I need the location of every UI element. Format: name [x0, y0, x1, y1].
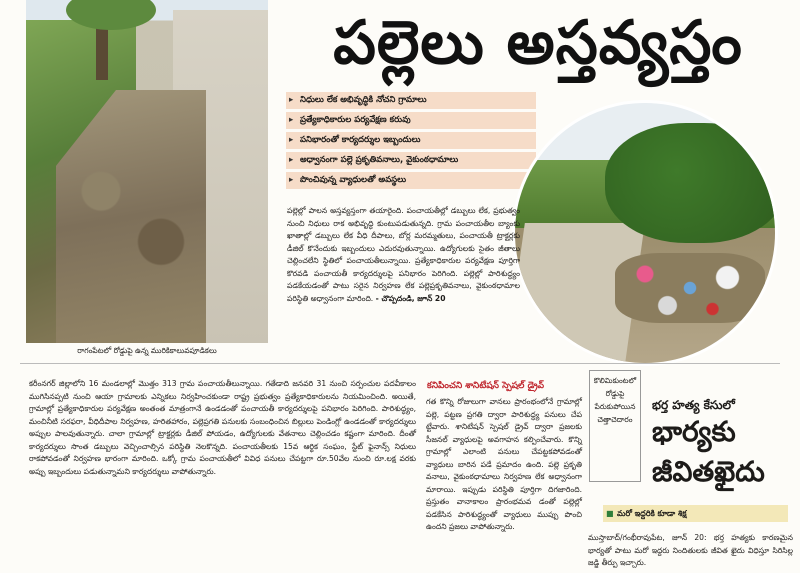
photo-caption-box: కొలిమికుంటలో రోడ్డుపై పేరుకుపోయిన చెత్తాచెదారం	[589, 370, 641, 482]
story-strap: ■ మరో ఇద్దరికి కూడా శిక్ష	[603, 505, 788, 522]
article-bottom: కరీంనగర్ జిల్లాలోని 16 మండలాల్లో మొత్తం 313 గ్రామ పంచాయతీలున్నాయి. గతేడాది జనవరి 31 నుంచి సర్పంచుల పదవీకాలం ముగిసినప్పటి నుంచి ఆయా గ్రామాలకు ఎన్నికలు నిర్వహించకుండా రాష్ట్ర ప్రభుత్వం ప్రత్యేకాధికారులను నియమించింది. అయితే, గ్రామాల్లో ప్రత్యేకాధికారుల పర్యవేక్షణ అంతంత మాత్రంగానే ఉండడంతో పంచాయతీ కార్యదర్శులపై పనిభారం పెరిగింది. పారిశుద్ధ్యం, మంచినీటి సరఫరా, వీధిదీపాల నిర్వహణ, హరితహారం, పల్లెప్రగతి పనులకు సంబంధించిన బిల్లులు పెండింగ్లో ఉండడంతో కార్యదర్శులు అప్పుల పాలవుతున్నారు. చాలా గ్రామాల్లో ట్రాక్టర్లకు డీజిల్ పోయడం, ఉద్యోగులకు వేతనాలు చెల్లించడం కష్టంగా మారింది. దీంతో కార్యదర్శులు సొంత డబ్బులు వెచ్చించాల్సిన పరిస్థితి నెలకొన్నది. పంచాయతీలకు 15వ ఆర్థిక సంఘం, స్టేట్ ఫైనాన్స్ నిధులు రాకపోవడంతో నిర్వహణ భారంగా మారింది. ఒక్కో గ్రామ పంచాయతీలో వివిధ పనులు చేపట్టగా రూ.50వేల నుంచి రూ.లక్ష వరకు అప్పు ఇబ్బందులు పడుతున్నామని కార్యదర్శులు వాపోతున్నారు.	[29, 379, 416, 476]
page-headline: పల్లెలు అస్తవ్యస్తం	[333, 8, 743, 78]
main-article	[287, 205, 520, 305]
sanitation-article: గత కొన్ని రోజులుగా వానలు ప్రారంభంలోనే గ్రామాల్లో పల్లె, పట్టణ ప్రగతి ద్వారా పారిశుద్ధ్య పనులు చేప ట్టేవారు. శానిటేషన్ స్పెషల్ డ్రైవ్ ద్వారా ప్రజలకు సీజనల్ వ్యాధులపై అవగాహన కల్పించేవారు. కొన్ని గ్రామాల్లో ఎలాంటి పనులు చేపట్టకపోవడంతో వ్యాధులు బారిన పడే ప్రమాదం ఉంది. పల్లె ప్రకృతి వనాలు, వైకుంఠధామాలు నిర్వహణ లేక అధ్వానంగా మారాయి. ఇప్పుడు పరిస్థితి పూర్తిగా దిగజారింది. ప్రస్తుతం వానాకాలం ప్రారంభమవ డంతో పల్లెల్లో పడకేసిన పారిశుద్ధ్యంతో వ్యాధులు ముప్పు పొంచి ఉందని ప్రజలు వాపోతున్నారు.	[426, 397, 582, 531]
story-text: ముస్తాబాద్/గంభీరావుపేట, జూన్ 20: భర్త హత్యకు కారణమైన భార్యతో పాటు మరో ఇద్దరు నిందితులకు జీవిత ఖైదు విధిస్తూ సిరిసిల్ల జడ్జి తీర్పు ఇచ్చారు.	[588, 533, 793, 567]
subheading: కనిపించని శానిటేషన్ స్పెషల్ డ్రైవ్	[427, 381, 545, 391]
divider	[20, 363, 780, 364]
bullet-item: ▸ పొంచివున్న వ్యాధులతో అవస్థలు	[286, 172, 536, 189]
story-headline: భార్యకు జీవితఖైదు	[652, 415, 765, 488]
bullet-item: ▸ నిధులు లేక అభివృద్ధికి నోచని గ్రామాలు	[286, 92, 536, 109]
garbage-photo	[512, 100, 778, 366]
road-photo	[26, 0, 268, 343]
bullet-item: ▸ ప్రత్యేకాధికారుల పర్యవేక్షణ కరువు	[286, 112, 536, 129]
highlight-bullets	[286, 92, 536, 192]
bullet-item: ▸ అధ్వానంగా పల్లె ప్రకృతివనాలు, వైకుంఠధామాలు	[286, 152, 536, 169]
main-article-text: పల్లెల్లో పాలన అస్తవ్యస్తంగా తయారైంది. పంచాయతీల్లో డబ్బులు లేక, ప్రభుత్వం నుంచి నిధులు రాక అభివృద్ధి కుంటుపడుతున్నది. గ్రామ పంచాయతీల బ్యాంకు ఖాతాల్లో డబ్బులు లేక వీధి దీపాలు, బోర్ల మరమ్మతులు, పంచాయతీ ట్రాక్టర్లకు డీజిల్ కొనేందుకు ఇబ్బందులు ఎదురవుతున్నాయి. ఉద్యోగులకు సైతం జీతాలు చెల్లించలేని స్థితిలో పంచాయతీలున్నాయి. ప్రత్యేకాధికారుల పర్యవేక్షణ పూర్తిగా కొరవడి పంచాయతీ కార్యదర్శులపై పనిభారం పెరిగింది. పల్లెల్లో పారిశుద్ధ్యం పడకేయడంతో పాటు సరైన నిర్వహణ లేక పల్లెప్రకృతివనాలు, వైకుంఠధామాల పరిస్థితి అధ్వానంగా మారింది.	[287, 206, 520, 303]
photo-caption: రాగంపేటలో రోడ్డుపై ఉన్న మురికికాలువపూడికలు	[77, 346, 217, 355]
story-kicker: భర్త హత్య కేసులో	[652, 398, 735, 412]
bullet-item: ▸ పనిభారంతో కార్యదర్శుల ఇబ్బందులు	[286, 132, 536, 149]
byline: - చొప్పదండి, జూన్ 20	[375, 293, 446, 303]
